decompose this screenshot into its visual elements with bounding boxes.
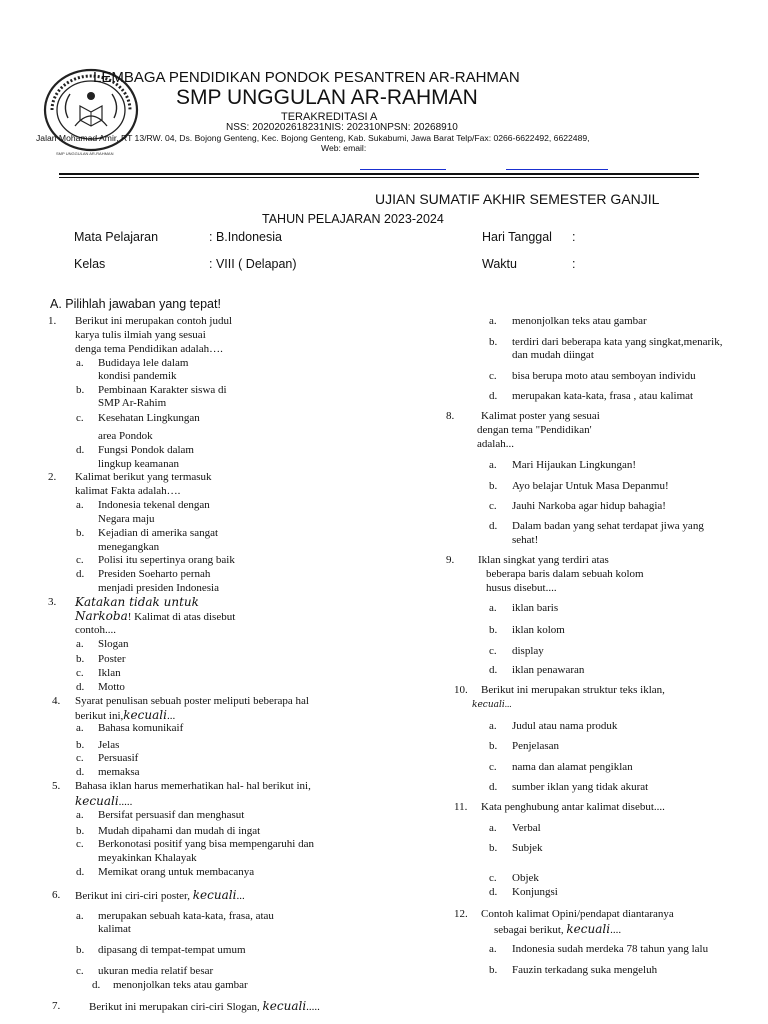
option-text: menegangkan bbox=[98, 541, 160, 553]
option-letter: b. bbox=[76, 384, 85, 396]
option-letter: b. bbox=[76, 825, 85, 837]
option-letter: d. bbox=[489, 781, 498, 793]
option-letter: b. bbox=[489, 624, 498, 636]
school-address: Jalan Mohamad Amir, RT 13/RW. 04, Ds. Bojong Genteng, Kec. Bojong Genteng, Kab. Sukabumi, Jawa Barat Telp/Fax: 0266-6622492, 6622489, bbox=[36, 133, 590, 143]
option-letter: a. bbox=[76, 809, 84, 821]
question-text: ... bbox=[504, 699, 512, 709]
option-letter: c. bbox=[76, 412, 84, 424]
option-letter: a. bbox=[489, 822, 497, 834]
question-text bbox=[75, 609, 235, 623]
question-text: ! Kalimat di atas disebut bbox=[127, 611, 236, 623]
option-text[interactable]: Verbal bbox=[512, 822, 541, 834]
option-text[interactable]: Fungsi Pondok dalam bbox=[98, 444, 194, 456]
option-text[interactable]: menonjolkan teks atau gambar bbox=[113, 979, 248, 991]
option-text[interactable]: Poster bbox=[98, 653, 126, 665]
option-letter: c. bbox=[489, 761, 497, 773]
question-number: 9. bbox=[446, 554, 455, 566]
option-letter: a. bbox=[76, 722, 84, 734]
class-value: : VIII ( Delapan) bbox=[209, 257, 297, 271]
option-letter: a. bbox=[489, 720, 497, 732]
header-divider-thick bbox=[59, 173, 699, 175]
option-text[interactable]: Persuasif bbox=[98, 752, 139, 764]
option-text[interactable]: Indonesia tekenal dengan bbox=[98, 499, 210, 511]
option-text[interactable]: Memikat orang untuk membacanya bbox=[98, 866, 255, 878]
option-letter: d. bbox=[489, 520, 498, 532]
option-text: area Pondok bbox=[98, 430, 153, 442]
option-text[interactable]: Konjungsi bbox=[512, 886, 558, 898]
option-letter: b. bbox=[489, 480, 498, 492]
question-number: 3. bbox=[48, 596, 57, 608]
option-letter: b. bbox=[76, 739, 85, 751]
question-text-italic: kecuali bbox=[75, 794, 119, 808]
question-text: karya tulis ilmiah yang sesuai bbox=[75, 329, 206, 341]
question-text-italic: Narkoba bbox=[75, 609, 128, 623]
option-text[interactable]: nama dan alamat pengiklan bbox=[512, 761, 633, 773]
link-underline-web[interactable] bbox=[360, 169, 446, 170]
option-letter: b. bbox=[76, 944, 85, 956]
option-letter: a. bbox=[76, 357, 84, 369]
question-text: Kalimat poster yang sesuai bbox=[481, 410, 600, 422]
option-letter: d. bbox=[489, 664, 498, 676]
option-letter: b. bbox=[489, 336, 498, 348]
option-text[interactable]: iklan kolom bbox=[512, 624, 565, 636]
option-letter: b. bbox=[489, 964, 498, 976]
option-text: Negara maju bbox=[98, 513, 155, 525]
option-text[interactable]: Bersifat persuasif dan menghasut bbox=[98, 809, 245, 821]
exam-title: UJIAN SUMATIF AKHIR SEMESTER GANJIL bbox=[375, 191, 660, 207]
question-text: Bahasa iklan harus memerhatikan hal- hal berikut ini, bbox=[75, 780, 311, 792]
option-text: meyakinkan Khalayak bbox=[98, 852, 197, 864]
option-letter: c. bbox=[489, 370, 497, 382]
foundation-name: LEMBAGA PENDIDIKAN PONDOK PESANTREN AR-RAHMAN bbox=[93, 69, 520, 86]
question-text: Kata penghubung antar kalimat disebut.... bbox=[481, 801, 665, 813]
option-letter: d. bbox=[76, 681, 85, 693]
question-text: ... bbox=[236, 890, 245, 902]
option-text[interactable]: ukuran media relatif besar bbox=[98, 965, 214, 977]
option-letter: c. bbox=[76, 752, 84, 764]
option-text[interactable]: sumber iklan yang tidak akurat bbox=[512, 781, 649, 793]
option-letter: c. bbox=[76, 965, 84, 977]
option-text[interactable]: Presiden Soeharto pernah bbox=[98, 568, 211, 580]
option-letter: b. bbox=[76, 527, 85, 539]
question-number: 5. bbox=[52, 780, 61, 792]
option-text[interactable]: Subjek bbox=[512, 842, 543, 854]
question-number: 12. bbox=[454, 908, 468, 920]
option-text: menjadi presiden Indonesia bbox=[98, 582, 219, 594]
question-text bbox=[75, 794, 132, 808]
option-text[interactable]: Bahasa komunikaif bbox=[98, 722, 184, 734]
option-text: kondisi pandemik bbox=[98, 370, 177, 382]
question-text bbox=[472, 699, 512, 710]
option-letter: d. bbox=[489, 886, 498, 898]
option-letter: a. bbox=[489, 602, 497, 614]
question-text: berikut ini, bbox=[75, 710, 124, 722]
option-letter: a. bbox=[76, 499, 84, 511]
option-text[interactable]: merupakan sebuah kata-kata, frasa, atau bbox=[98, 910, 274, 922]
option-text[interactable]: Polisi itu sepertinya orang baik bbox=[98, 554, 235, 566]
question-text-italic: kecuali bbox=[566, 922, 611, 936]
option-letter: a. bbox=[489, 315, 497, 327]
option-text[interactable]: Mudah dipahami dan mudah di ingat bbox=[98, 825, 261, 837]
option-text[interactable]: display bbox=[512, 645, 544, 657]
day-value: : bbox=[572, 230, 576, 244]
question-text: .... bbox=[610, 924, 622, 936]
option-letter: c. bbox=[76, 554, 84, 566]
question-text bbox=[494, 922, 621, 936]
option-text[interactable]: Budidaya lele dalam bbox=[98, 357, 189, 369]
question-text: Syarat penulisan sebuah poster meliputi beberapa hal bbox=[75, 695, 309, 707]
subject-value: : B.Indonesia bbox=[209, 230, 282, 244]
option-text[interactable]: Pembinaan Karakter siswa di bbox=[98, 384, 227, 396]
question-text: Kalimat berikut yang termasuk bbox=[75, 471, 212, 483]
question-text: beberapa baris dalam sebuah kolom bbox=[486, 568, 644, 580]
option-text[interactable]: terdiri dari beberapa kata yang singkat,menarik, bbox=[512, 336, 723, 348]
question-text: contoh.... bbox=[75, 624, 116, 636]
option-letter: b. bbox=[489, 842, 498, 854]
option-letter: d. bbox=[76, 568, 85, 580]
question-text: husus disebut.... bbox=[486, 582, 557, 594]
option-letter: d. bbox=[76, 766, 85, 778]
question-text: kalimat Fakta adalah…. bbox=[75, 485, 181, 497]
school-web: Web: email: bbox=[321, 143, 367, 153]
option-text: sehat! bbox=[512, 534, 539, 546]
option-text[interactable]: Slogan bbox=[98, 638, 129, 650]
time-value: : bbox=[572, 257, 576, 271]
question-text: ..... bbox=[118, 796, 133, 808]
option-letter: c. bbox=[489, 645, 497, 657]
option-letter: d. bbox=[489, 390, 498, 402]
question-text: denga tema Pendidikan adalah…. bbox=[75, 343, 223, 355]
question-text: adalah... bbox=[477, 438, 514, 450]
accreditation: TERAKREDITASI A bbox=[281, 111, 378, 123]
logo-caption: SMP UNGGULAN AR-RAHMAN bbox=[56, 151, 114, 156]
option-letter: b. bbox=[76, 653, 85, 665]
option-text[interactable]: Ayo belajar Untuk Masa Depanmu! bbox=[512, 480, 669, 492]
option-letter: b. bbox=[489, 740, 498, 752]
question-number: 10. bbox=[454, 684, 468, 696]
option-text: dan mudah diingat bbox=[512, 349, 594, 361]
option-text[interactable]: Kesehatan Lingkungan bbox=[98, 412, 200, 424]
option-text[interactable]: Jauhi Narkoba agar hidup bahagia! bbox=[512, 500, 666, 512]
option-letter: c. bbox=[489, 872, 497, 884]
question-number: 8. bbox=[446, 410, 455, 422]
question-text: ... bbox=[166, 710, 176, 722]
question-text: ..... bbox=[306, 1001, 320, 1013]
question-text: Berikut ini merupakan contoh judul bbox=[75, 315, 233, 327]
subject-label: Mata Pelajaran bbox=[74, 230, 159, 244]
option-text[interactable]: Penjelasan bbox=[512, 740, 560, 752]
option-text[interactable]: Objek bbox=[512, 872, 539, 884]
option-letter: a. bbox=[489, 459, 497, 471]
option-text[interactable]: Motto bbox=[98, 681, 125, 693]
question-text: Iklan singkat yang terdiri atas bbox=[478, 554, 609, 566]
option-letter: a. bbox=[76, 638, 84, 650]
option-text[interactable]: bisa berupa moto atau semboyan individu bbox=[512, 370, 696, 382]
question-text-italic: kecuali bbox=[262, 999, 307, 1013]
question-text-italic: kecuali bbox=[192, 888, 237, 902]
question-text: sebagai berikut, bbox=[494, 924, 564, 936]
question-text bbox=[75, 888, 245, 902]
question-text bbox=[89, 999, 320, 1013]
option-letter: d. bbox=[76, 444, 85, 456]
option-letter: c. bbox=[76, 838, 84, 850]
option-text[interactable]: iklan penawaran bbox=[512, 664, 585, 676]
option-text[interactable]: Indonesia sudah merdeka 78 tahun yang lalu bbox=[512, 943, 709, 955]
school-ids: NSS: 2020202618231NIS: 202310NPSN: 20268910 bbox=[226, 122, 458, 133]
option-letter: a. bbox=[76, 910, 84, 922]
exam-year: TAHUN PELAJARAN 2023-2024 bbox=[262, 212, 444, 226]
question-text-italic: kecuali bbox=[123, 708, 167, 722]
section-a-heading: A. Pilihlah jawaban yang tepat! bbox=[50, 297, 221, 311]
question-text-italic: kecuali bbox=[472, 700, 505, 710]
option-text: SMP Ar-Rahim bbox=[98, 397, 167, 409]
question-text bbox=[75, 708, 175, 722]
option-text: lingkup keamanan bbox=[98, 458, 179, 470]
header-divider-thin bbox=[59, 177, 699, 178]
option-text[interactable]: Jelas bbox=[98, 739, 120, 751]
option-text[interactable]: Iklan bbox=[98, 667, 121, 679]
question-number: 6. bbox=[52, 889, 61, 901]
option-letter: a. bbox=[489, 943, 497, 955]
question-text: Berikut ini merupakan ciri-ciri Slogan, bbox=[89, 1001, 260, 1013]
question-number: 4. bbox=[52, 695, 61, 707]
school-name: SMP UNGGULAN AR-RAHMAN bbox=[176, 86, 478, 109]
option-text: kalimat bbox=[98, 923, 131, 935]
question-text: dengan tema "Pendidikan' bbox=[477, 424, 592, 436]
option-letter: d. bbox=[76, 866, 85, 878]
time-label: Waktu bbox=[482, 257, 517, 271]
option-text[interactable]: merupakan kata-kata, frasa , atau kalimat bbox=[512, 390, 694, 402]
option-text[interactable]: Judul atau nama produk bbox=[512, 720, 618, 732]
option-text[interactable]: memaksa bbox=[98, 766, 140, 778]
option-text[interactable]: Mari Hijaukan Lingkungan! bbox=[512, 459, 637, 471]
option-text[interactable]: Berkonotasi positif yang bisa mempengaruhi dan bbox=[98, 838, 314, 850]
question-text: Berikut ini ciri-ciri poster, bbox=[75, 890, 191, 902]
link-underline-email[interactable] bbox=[506, 169, 608, 170]
option-letter: d. bbox=[92, 979, 101, 991]
option-text[interactable]: Kejadian di amerika sangat bbox=[98, 527, 219, 539]
option-letter: c. bbox=[76, 667, 84, 679]
day-label: Hari Tanggal bbox=[482, 230, 552, 244]
question-number: 2. bbox=[48, 471, 57, 483]
question-text: Contoh kalimat Opini/pendapat diantaranya bbox=[481, 908, 674, 920]
class-label: Kelas bbox=[74, 257, 106, 271]
question-text-italic: Katakan tidak untuk bbox=[75, 595, 199, 609]
question-text: Berikut ini merupakan struktur teks iklan, bbox=[481, 684, 665, 696]
option-text[interactable]: menonjolkan teks atau gambar bbox=[512, 315, 647, 327]
option-text[interactable]: dipasang di tempat-tempat umum bbox=[98, 944, 246, 956]
option-letter: c. bbox=[489, 500, 497, 512]
option-text[interactable]: iklan baris bbox=[512, 602, 559, 614]
option-text[interactable]: Fauzin terkadang suka mengeluh bbox=[512, 964, 658, 976]
question-number: 1. bbox=[48, 315, 57, 327]
question-number: 7. bbox=[52, 1000, 61, 1012]
option-text[interactable]: Dalam badan yang sehat terdapat jiwa yang bbox=[512, 520, 704, 532]
question-number: 11. bbox=[454, 801, 468, 813]
